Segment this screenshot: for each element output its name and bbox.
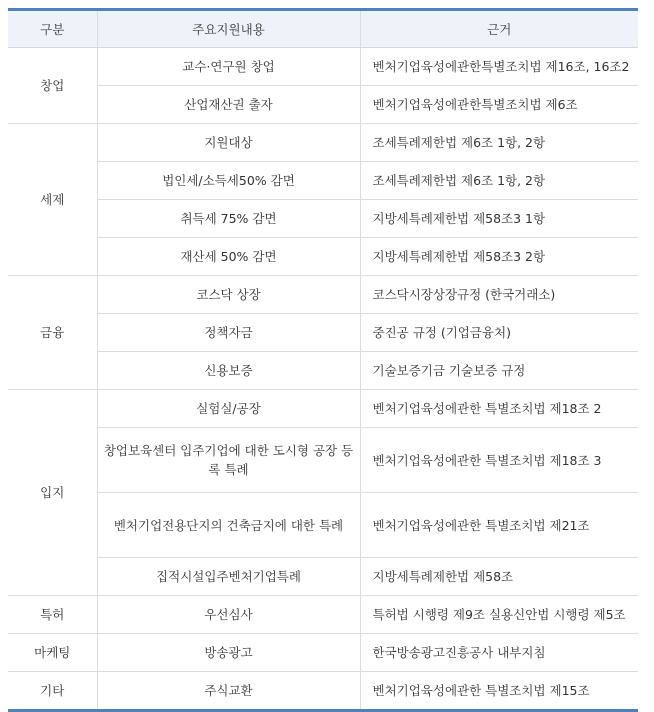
basis-cell: 한국방송광고진흥공사 내부지침 — [360, 634, 638, 672]
basis-cell: 지방세특례제한법 제58조3 2항 — [360, 238, 638, 276]
table-row — [8, 124, 638, 162]
table-row — [8, 86, 638, 124]
table-row — [8, 352, 638, 390]
table-body — [8, 48, 638, 711]
basis-cell: 지방세특례제한법 제58조3 1항 — [360, 200, 638, 238]
content-cell: 집적시설입주벤처기업특례 — [97, 558, 360, 596]
basis-cell: 벤처기업육성에관한특별조치법 제6조 — [360, 86, 638, 124]
content-cell: 방송광고 — [97, 634, 360, 672]
category-cell: 창업 — [8, 48, 97, 124]
table-row — [8, 428, 638, 493]
basis-cell: 지방세특례제한법 제58조 — [360, 558, 638, 596]
content-cell: 신용보증 — [97, 352, 360, 390]
content-cell: 우선심사 — [97, 596, 360, 634]
table-row — [8, 493, 638, 558]
content-cell: 산업재산권 출자 — [97, 86, 360, 124]
table-row — [8, 314, 638, 352]
content-cell: 벤처기업전용단지의 건축금지에 대한 특례 — [97, 493, 360, 558]
header-category: 구분 — [8, 10, 97, 48]
table-row — [8, 390, 638, 428]
header-content: 주요지원내용 — [97, 10, 360, 48]
basis-cell: 조세특례제한법 제6조 1항, 2항 — [360, 124, 638, 162]
basis-cell: 벤처기업육성에관한특별조치법 제16조, 16조2 — [360, 48, 638, 86]
category-cell: 특허 — [8, 596, 97, 634]
content-cell: 교수·연구원 창업 — [97, 48, 360, 86]
table-row — [8, 162, 638, 200]
support-table-container — [8, 8, 638, 712]
table-row — [8, 596, 638, 634]
table-row — [8, 672, 638, 711]
basis-cell: 중진공 규정 (기업금융처) — [360, 314, 638, 352]
basis-cell: 벤처기업육성에관한 특별조치법 제18조 2 — [360, 390, 638, 428]
content-cell: 창업보육센터 입주기업에 대한 도시형 공장 등록 특례 — [97, 428, 360, 493]
category-cell: 입지 — [8, 390, 97, 596]
table-row — [8, 48, 638, 86]
table-row — [8, 276, 638, 314]
content-cell: 법인세/소득세50% 감면 — [97, 162, 360, 200]
basis-cell: 특허법 시행령 제9조 실용신안법 시행령 제5조 — [360, 596, 638, 634]
table-row — [8, 238, 638, 276]
basis-cell: 코스닥시장상장규정 (한국거래소) — [360, 276, 638, 314]
basis-cell: 벤처기업육성에관한 특별조치법 제21조 — [360, 493, 638, 558]
basis-cell: 조세특례제한법 제6조 1항, 2항 — [360, 162, 638, 200]
content-cell: 정책자금 — [97, 314, 360, 352]
basis-cell: 벤처기업육성에관한 특별조치법 제18조 3 — [360, 428, 638, 493]
header-row — [8, 10, 638, 48]
table-row — [8, 634, 638, 672]
venture-support-table — [8, 8, 638, 712]
category-cell: 세제 — [8, 124, 97, 276]
category-cell: 금융 — [8, 276, 97, 390]
content-cell: 지원대상 — [97, 124, 360, 162]
basis-cell: 벤처기업육성에관한 특별조치법 제15조 — [360, 672, 638, 711]
content-cell: 주식교환 — [97, 672, 360, 711]
content-cell: 취득세 75% 감면 — [97, 200, 360, 238]
table-header — [8, 10, 638, 48]
category-cell: 기타 — [8, 672, 97, 711]
header-basis: 근거 — [360, 10, 638, 48]
table-row — [8, 200, 638, 238]
content-cell: 재산세 50% 감면 — [97, 238, 360, 276]
table-row — [8, 558, 638, 596]
content-cell: 실험실/공장 — [97, 390, 360, 428]
basis-cell: 기술보증기금 기술보증 규정 — [360, 352, 638, 390]
category-cell: 마케팅 — [8, 634, 97, 672]
content-cell: 코스닥 상장 — [97, 276, 360, 314]
